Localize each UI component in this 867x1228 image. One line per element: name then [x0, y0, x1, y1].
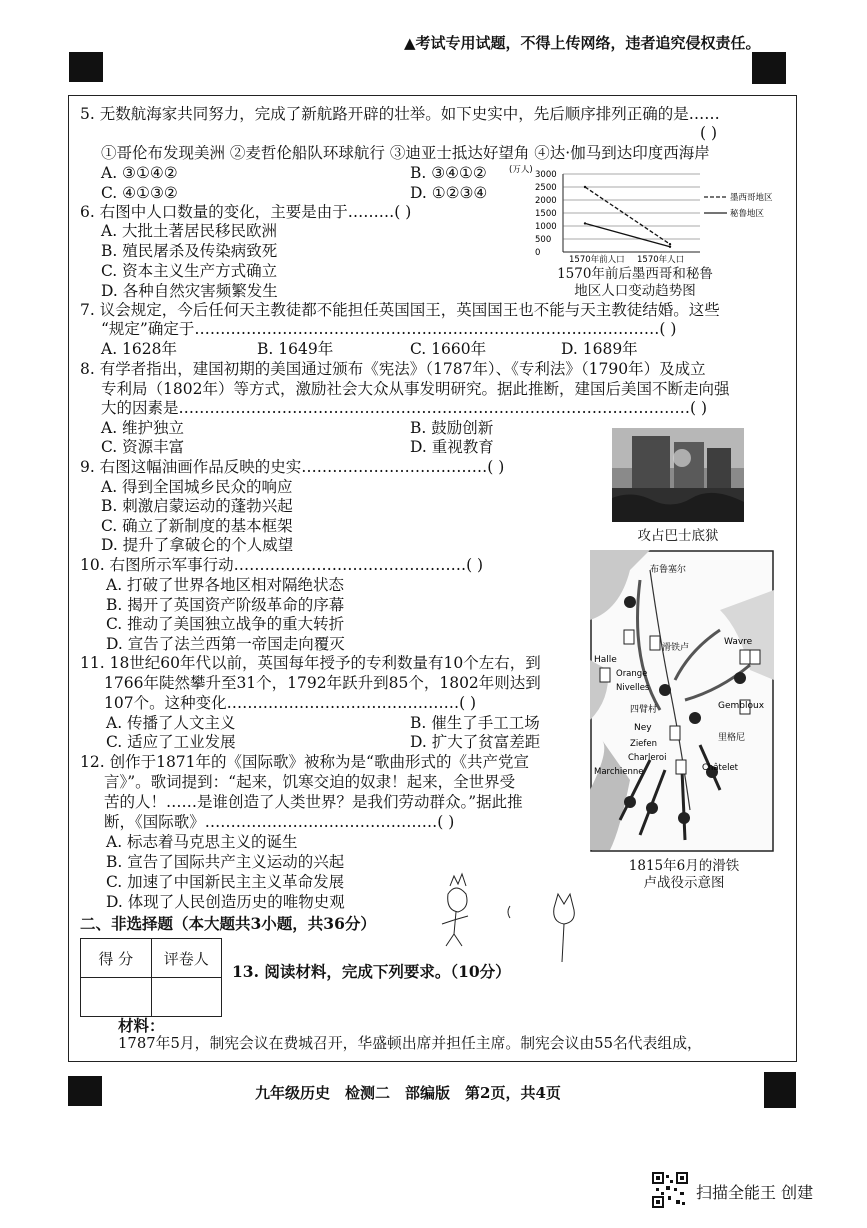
q8-option-b: B. 鼓励创新 [410, 419, 494, 437]
score-table [80, 938, 222, 1017]
q8-option-c: C. 资源丰富 [101, 438, 185, 456]
q13-stem: 13. 阅读材料，完成下列要求。（10分） [232, 962, 511, 981]
map-label-quatre-bras: 四臂村 [630, 705, 658, 715]
q5-stem: 5. 无数航海家共同努力，完成了新航路开辟的壮举。如下史实中，先后顺序排列正确的是…… [80, 105, 720, 123]
score-cell[interactable] [81, 978, 152, 1017]
q7-option-a: A. 1628年 [101, 340, 177, 358]
legend-peru: 秘鲁地区 [730, 209, 765, 219]
chart-category-2: 1570年人口 [637, 255, 685, 265]
q9-option-c: C. 确立了新制度的基本框架 [101, 517, 293, 535]
q5-items: ①哥伦布发现美洲 ②麦哲伦船队环球航行 ③迪亚士抵达好望角 ④达·伽马到达印度西海岸 [101, 144, 710, 162]
q12-stem-line3: 苦的人！……是谁创造了人类世界？是我们劳动群众。”据此推 [104, 793, 523, 811]
chart-point [669, 246, 671, 248]
chart-title [555, 266, 715, 300]
q7-option-c: C. 1660年 [410, 340, 487, 358]
q8-option-a: A. 维护独立 [101, 419, 185, 437]
q10-option-a: A. 打破了世界各地区相对隔绝状态 [106, 576, 345, 594]
map-label-brussels: 布鲁塞尔 [650, 565, 687, 575]
registration-mark-top-right [752, 52, 786, 84]
q11-option-b: B. 催生了手工工场 [410, 714, 540, 732]
q8-stem-line2: 专利局（1802年）等方式，激励社会大众从事发明研究。据此推断，建国后美国不断走向强 [101, 380, 730, 398]
q7-stem-line1: 7. 议会规定，今后任何天主教徒都不能担任英国国王，英国国王也不能与天主教徒结婚。这些 [80, 301, 720, 319]
q7-option-b: B. 1649年 [257, 340, 334, 358]
q13-material-text: 1787年5月，制宪会议在费城召开，华盛顿出席并担任主席。制宪会议由55名代表组成， [118, 1035, 702, 1052]
qr-code-icon [652, 1172, 688, 1208]
q9-option-b: B. 刺激启蒙运动的蓬勃兴起 [101, 497, 293, 515]
q6-option-a: A. 大批土著居民移民欧洲 [101, 222, 278, 240]
q7-option-d: D. 1689年 [561, 340, 638, 358]
legend-mexico: 墨西哥地区 [730, 193, 773, 203]
chart-ytick-label: 2500 [535, 183, 557, 193]
q10-option-d: D. 宣告了法兰西第一帝国走向覆灭 [106, 635, 345, 653]
q12-stem-line4: 断，《国际歌》………………………………………( ) [104, 813, 455, 831]
q5-answer-paren: ( ) [700, 124, 718, 142]
map-label-ziefen: Ziefen [630, 739, 658, 749]
chart-ytick-label: 500 [535, 235, 552, 245]
section2-title: 二、非选择题（本大题共3小题，共36分） [80, 914, 376, 933]
q10-option-b: B. 揭开了英国资产阶级革命的序幕 [106, 596, 345, 614]
q10-stem: 10. 右图所示军事行动………………………………………( ) [80, 556, 484, 574]
q11-stem-line3: 107个。这种变化………………………………………( ) [104, 694, 477, 712]
waterloo-map [590, 550, 774, 852]
registration-mark-bottom-left [68, 1076, 102, 1106]
chart-ylabel: (万人) [509, 165, 533, 175]
q9-option-a: A. 得到全国城乡民众的响应 [101, 478, 293, 496]
q8-option-d: D. 重视教育 [410, 438, 494, 456]
score-table-header-grader: 评卷人 [151, 939, 222, 978]
q12-option-c: C. 加速了中国新民主主义革命发展 [106, 873, 345, 891]
map-caption [604, 858, 764, 892]
q11-option-d: D. 扩大了贫富差距 [410, 733, 541, 751]
chart-ytick-label: 1500 [535, 209, 557, 219]
q5-option-a: A. ③①④② [101, 164, 178, 182]
q5-option-b: B. ③④①② [410, 164, 487, 182]
q6-option-d: D. 各种自然灾害频繁发生 [101, 282, 278, 300]
map-label-chatelet: Châtelet [702, 763, 739, 773]
map-label-ligny: 里格尼 [718, 733, 746, 743]
q11-option-c: C. 适应了工业发展 [106, 733, 236, 751]
chart-ytick-label: 1000 [535, 222, 557, 232]
scanner-watermark: 扫描全能王 创建 [696, 1183, 814, 1202]
map-label-wavre: Wavre [724, 637, 753, 647]
q11-stem-line2: 1766年陡然攀升至31个，1792年跃升到85个，1802年则达到 [104, 674, 541, 692]
map-label-gembloux: Gembloux [718, 701, 765, 711]
score-table-header-score: 得 分 [81, 939, 152, 978]
bastille-caption: 攻占巴士底狱 [637, 528, 719, 544]
q6-stem: 6. 右图中人口数量的变化，主要是由于………( ) [80, 203, 412, 221]
q11-stem-line1: 11. 18世纪60年代以前，英国每年授予的专利数量有10个左右，到 [80, 654, 541, 672]
q12-stem-line2: 言》”。歌词提到：“起来，饥寒交迫的奴隶！起来，全世界受 [104, 773, 516, 791]
map-label-orange: Orange [616, 669, 648, 679]
map-label-charleroi: Charleroi [628, 753, 667, 763]
chart-ytick-label: 0 [535, 248, 541, 258]
q7-stem-line2: “规定”确定于………………………………………………………………………………( ) [101, 320, 677, 338]
q8-stem-line3: 大的因素是………………………………………………………………………………………( ) [101, 399, 708, 417]
q9-stem: 9. 右图这幅油画作品反映的史实………………………………( ) [80, 458, 505, 476]
q10-option-c: C. 推动了美国独立战争的重大转折 [106, 615, 345, 633]
chart-category-1: 1570年前人口 [569, 255, 625, 265]
chart-ytick-label: 3000 [535, 170, 557, 180]
map-label-ney: Ney [634, 723, 652, 733]
registration-mark-bottom-right [764, 1072, 796, 1108]
q8-stem-line1: 8. 有学者指出，建国初期的美国通过颁布《宪法》（1787年）、《专利法》（1790年）及成立 [80, 360, 706, 378]
chart-point [584, 222, 586, 224]
header-notice: ▲考试专用试题，不得上传网络，违者追究侵权责任。 [404, 34, 761, 52]
q5-option-c: C. ④①③② [101, 184, 178, 202]
map-caption-line2: 卢战役示意图 [643, 875, 725, 891]
map-label-halle: Halle [594, 655, 617, 665]
q6-option-c: C. 资本主义生产方式确立 [101, 262, 278, 280]
map-label-marchienne: Marchienne [594, 767, 644, 777]
registration-mark-top-left [69, 52, 103, 82]
page-footer: 九年级历史 检测二 部编版 第2页，共4页 [255, 1084, 561, 1102]
q12-option-a: A. 标志着马克思主义的诞生 [106, 833, 298, 851]
q12-option-b: B. 宣告了国际共产主义运动的兴起 [106, 853, 345, 871]
q11-option-a: A. 传播了人文主义 [106, 714, 236, 732]
chart-ytick-label: 2000 [535, 196, 557, 206]
bastille-painting [612, 428, 744, 522]
map-caption-line1: 1815年6月的滑铁 [628, 858, 740, 874]
q12-stem-line1: 12. 创作于1871年的《国际歌》被称为是“歌曲形式的《共产党宣 [80, 753, 529, 771]
chart-point [584, 186, 586, 188]
grader-cell[interactable] [151, 978, 222, 1017]
q5-option-d: D. ①②③④ [410, 184, 488, 202]
map-label-nivelles: Nivelles [616, 683, 650, 693]
q13-material-label: 材料： [118, 1016, 165, 1035]
q9-option-d: D. 提升了拿破仑的个人威望 [101, 536, 294, 554]
chart-point [669, 243, 671, 245]
chart-title-text: 1570年前后墨西哥和秘鲁地区人口变动趋势图 [557, 266, 713, 299]
q6-option-b: B. 殖民屠杀及传染病致死 [101, 242, 278, 260]
q12-option-d: D. 体现了人民创造历史的唯物史观 [106, 893, 345, 911]
map-label-waterloo: 滑铁卢 [662, 643, 690, 653]
